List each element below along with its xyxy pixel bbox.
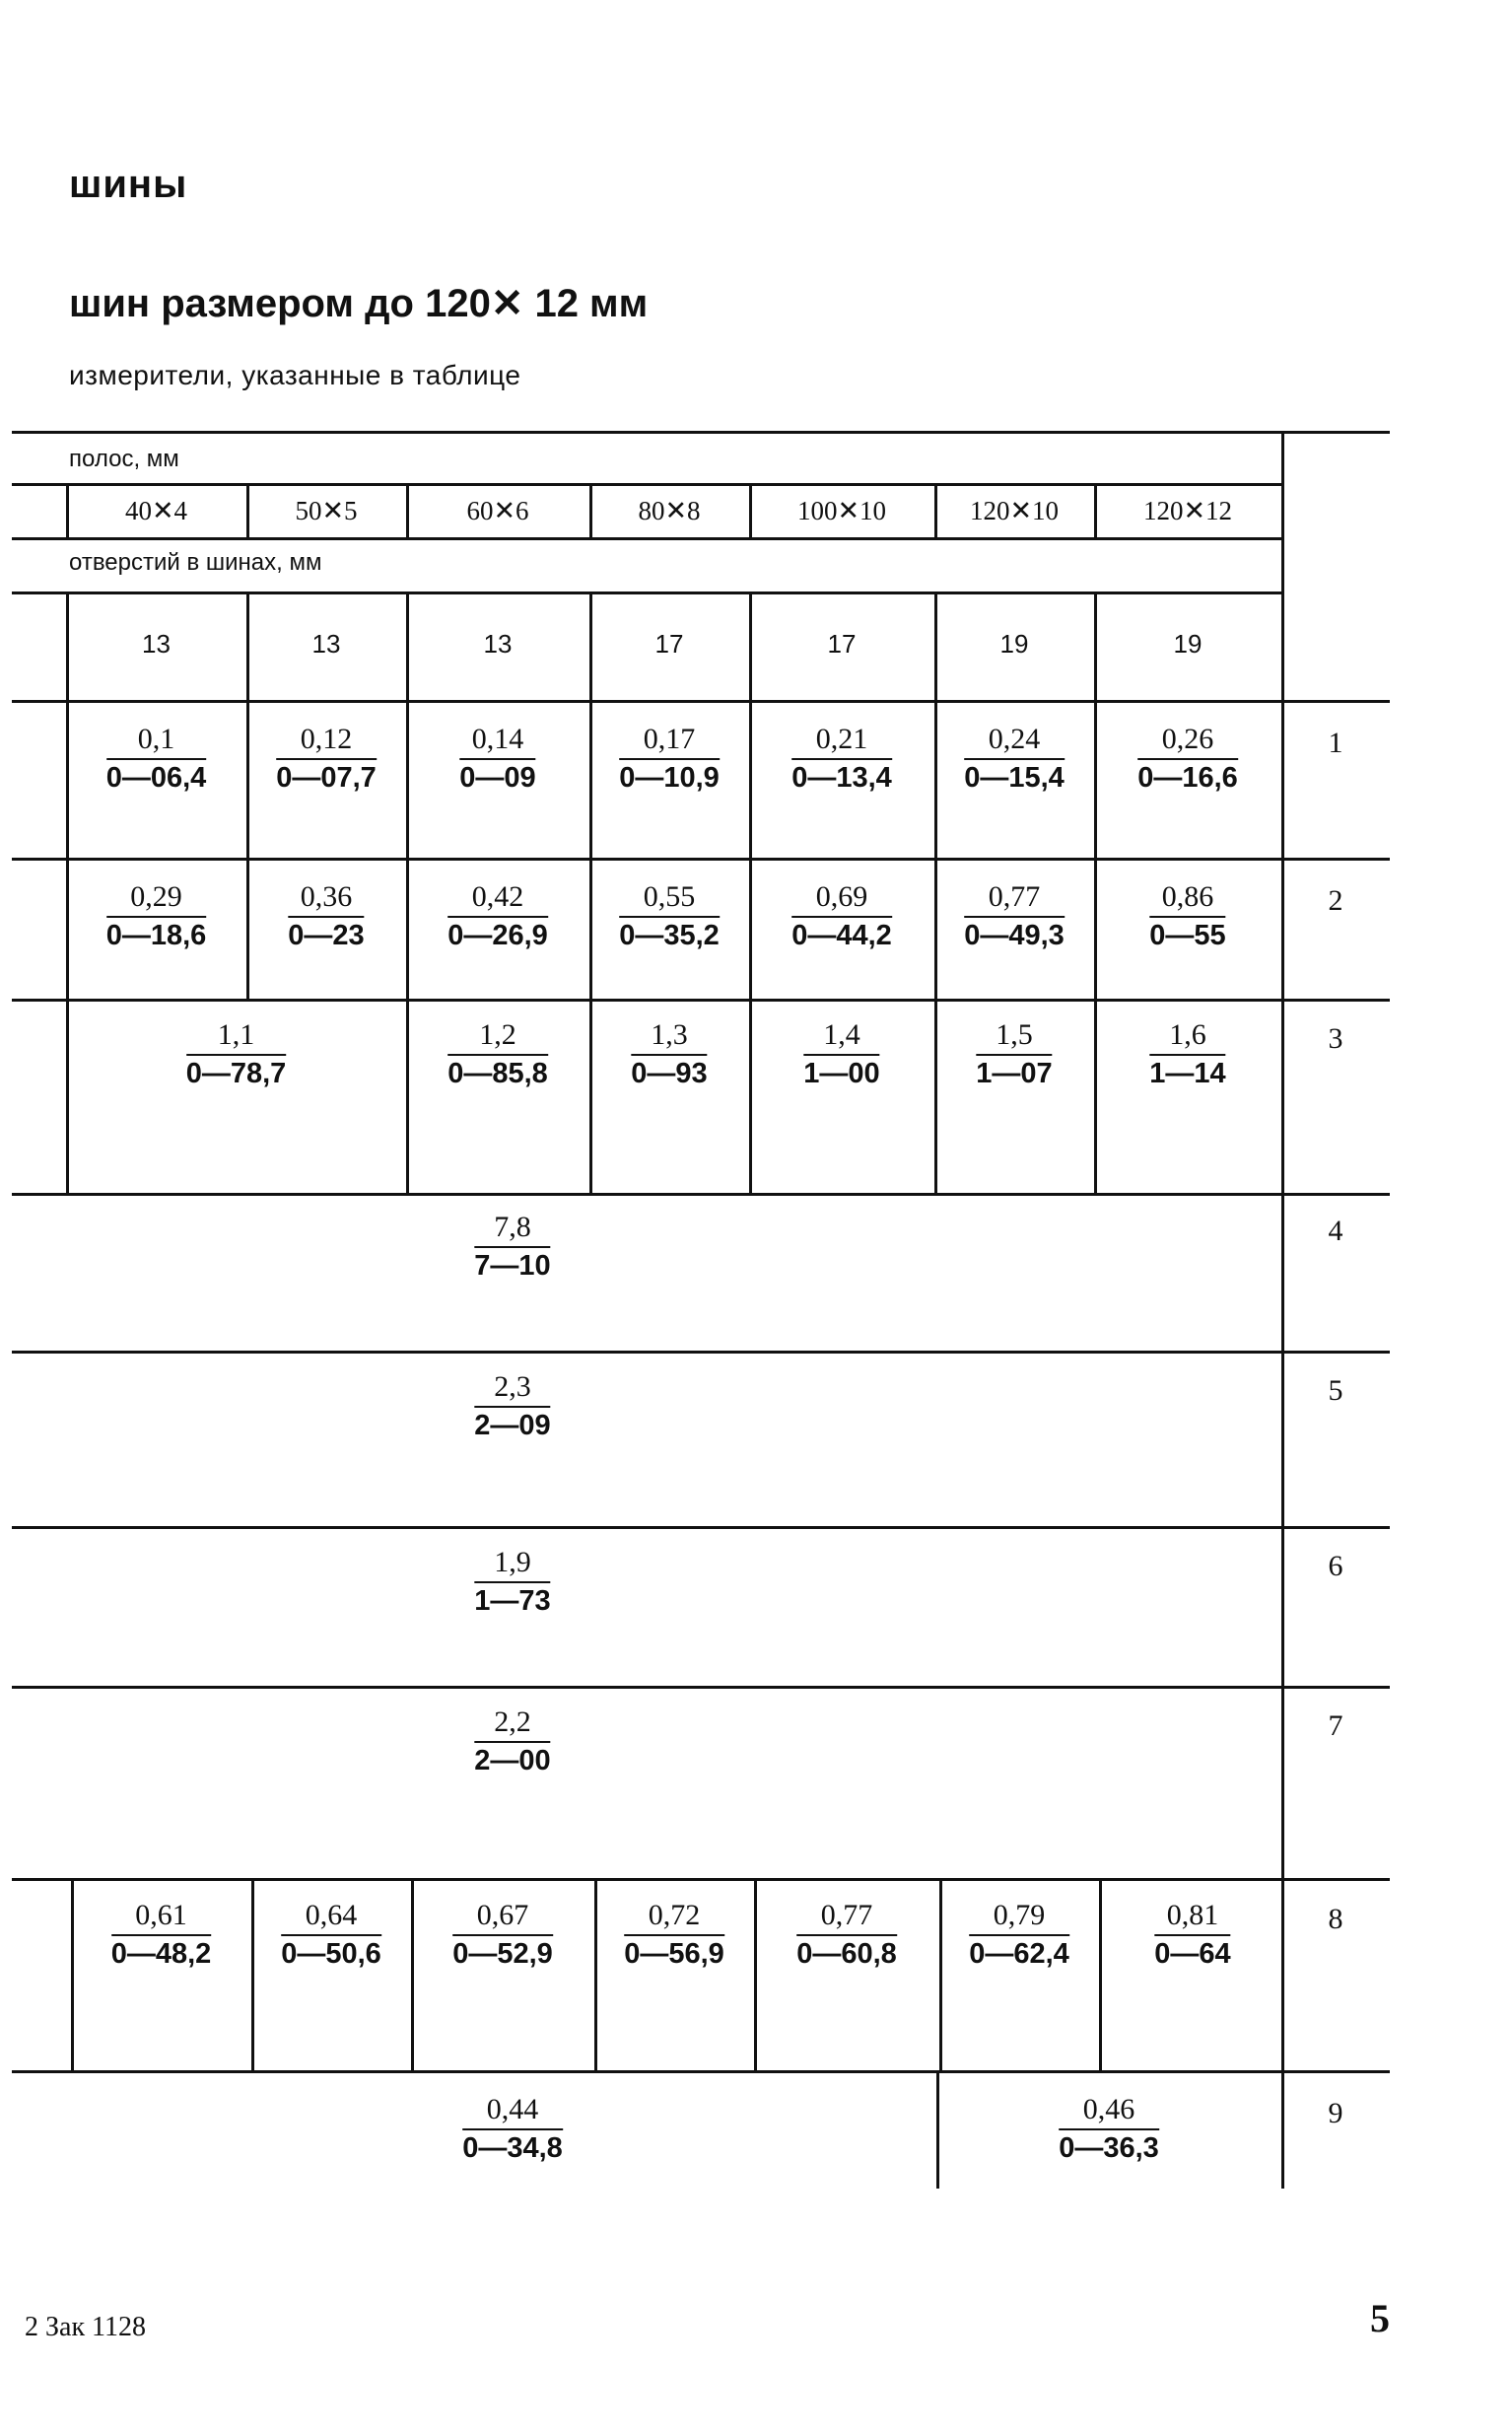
norm-fraction [106,725,207,793]
table-rule [12,1878,1390,1881]
hole-diameter-value: 17 [654,629,684,659]
cost-norm: 0—55 [1149,920,1226,951]
cost-norm: 0—93 [631,1058,708,1089]
page-number: 5 [1370,2296,1390,2340]
cost-norm: 2—09 [474,1410,551,1441]
norm-fraction [1149,1020,1225,1088]
strip-size-header: 40✕4 [124,496,188,525]
norm-fraction [474,1213,550,1281]
labor-norm: 0,17 [619,725,720,760]
norm-fraction [803,1020,879,1088]
norm-fraction [619,882,720,950]
footer-order-number: 2 Зак 1128 [25,2312,147,2342]
cost-norm: 0—78,7 [185,1058,287,1089]
table-rule [12,700,1390,703]
cost-norm: 1—00 [803,1058,880,1089]
table-rule [589,999,592,1193]
norm-fraction [1137,725,1238,793]
cost-norm: 1—73 [474,1585,551,1617]
row-number: 4 [1328,1215,1343,1247]
labor-norm: 0,55 [619,882,720,918]
table-rule [251,1878,254,2070]
norm-fraction [1149,882,1225,950]
hole-diameter-value: 19 [1173,629,1203,659]
table-rule [66,999,69,1193]
norm-fraction [474,1548,550,1616]
table-caption: измерители, указанные в таблице [69,360,521,390]
labor-norm: 0,44 [462,2095,563,2130]
labor-norm: 0,46 [1059,2095,1159,2130]
labor-norm: 0,77 [796,1901,897,1936]
norm-fraction [447,1020,548,1088]
cost-norm: 2—00 [474,1745,551,1776]
labor-norm: 1,1 [186,1020,287,1056]
table-rule [749,999,752,1193]
cost-norm: 0—44,2 [791,920,892,951]
hole-diameter-value: 13 [483,629,513,659]
table-rule [594,1878,597,2070]
table-rule [1094,999,1097,1193]
table-rule [411,1878,414,2070]
cost-norm: 0—60,8 [796,1938,897,1970]
page-heading: шины [69,163,188,206]
table-rule [12,1686,1390,1689]
labor-norm: 0,61 [111,1901,212,1936]
cost-norm: 0—34,8 [462,2132,563,2164]
labor-norm: 0,81 [1154,1901,1230,1936]
table-rule [12,1526,1390,1529]
norm-fraction [276,725,377,793]
table-rule [12,483,1281,486]
row-number: 5 [1328,1374,1343,1407]
labor-norm: 1,3 [631,1020,707,1056]
row-number: 8 [1328,1903,1343,1935]
cost-norm: 0—49,3 [964,920,1065,951]
labor-norm: 0,26 [1137,725,1238,760]
hole-diameter-value: 13 [311,629,341,659]
norm-fraction [452,1901,553,1969]
cost-norm: 0—10,9 [619,762,720,794]
labor-norm: 0,67 [452,1901,553,1936]
cost-norm: 0—52,9 [452,1938,553,1970]
labor-norm: 0,64 [281,1901,381,1936]
norm-fraction [796,1901,897,1969]
labor-norm: 2,2 [474,1707,550,1743]
norm-fraction [462,2095,563,2163]
labor-norm: 1,4 [803,1020,879,1056]
cost-norm: 0—64 [1154,1938,1231,1970]
strip-size-header: 120✕12 [1142,496,1233,525]
table-subheading: шин размером до 120✕ 12 мм [69,282,649,325]
hole-diameter-value: 17 [827,629,857,659]
row-number: 7 [1328,1709,1343,1742]
strip-size-header: 60✕6 [466,496,529,525]
norm-fraction [281,1901,381,1969]
cost-norm: 0—07,7 [276,762,377,794]
table-rule [754,1878,757,2070]
norm-fraction [1059,2095,1159,2163]
cost-norm: 0—48,2 [110,1938,212,1970]
norm-fraction [964,882,1065,950]
labor-norm: 0,77 [964,882,1065,918]
norm-fraction [106,882,207,950]
norm-fraction [791,725,892,793]
labor-norm: 0,21 [791,725,892,760]
cost-norm: 0—50,6 [281,1938,381,1970]
row-number: 2 [1328,884,1343,917]
strip-size-label: полос, мм [69,446,179,472]
norm-fraction [976,1020,1052,1088]
cost-norm: 0—62,4 [969,1938,1069,1970]
table-rule [12,1193,1390,1196]
norm-fraction [619,725,720,793]
strip-size-header: 120✕10 [969,496,1060,525]
table-rule [939,1878,942,2070]
labor-norm: 1,5 [976,1020,1052,1056]
norm-fraction [624,1901,724,1969]
norm-fraction [459,725,535,793]
cost-norm: 0—16,6 [1137,762,1238,794]
cost-norm: 7—10 [474,1250,551,1282]
strip-size-header: 80✕8 [638,496,701,525]
labor-norm: 0,69 [791,882,892,918]
cost-norm: 0—06,4 [105,762,207,794]
labor-norm: 0,29 [106,882,207,918]
hole-diameter-value: 13 [142,629,171,659]
norm-fraction [474,1372,550,1440]
table-rule [12,1351,1390,1354]
table-rule [12,2070,1390,2073]
norm-fraction [964,725,1065,793]
labor-norm: 0,86 [1149,882,1225,918]
cost-norm: 0—18,6 [105,920,207,951]
strip-size-header: 100✕10 [796,496,887,525]
norm-fraction [111,1901,212,1969]
strip-size-header: 50✕5 [295,496,358,525]
norm-fraction [1154,1901,1230,1969]
table-rule [1099,1878,1102,2070]
table-rule [12,431,1390,434]
table-rule [12,537,1281,540]
row-number: 1 [1328,727,1343,759]
table-rule [934,999,937,1193]
cost-norm: 0—13,4 [791,762,892,794]
cost-norm: 0—56,9 [624,1938,724,1970]
labor-norm: 7,8 [474,1213,550,1248]
labor-norm: 2,3 [474,1372,550,1408]
table-rule [12,858,1390,861]
norm-fraction [631,1020,707,1088]
table-rule [12,592,1281,594]
table-rule [936,2070,939,2189]
norm-fraction [447,882,548,950]
cost-norm: 0—35,2 [619,920,720,951]
labor-norm: 0,36 [288,882,364,918]
cost-norm: 1—07 [976,1058,1053,1089]
labor-norm: 1,6 [1149,1020,1225,1056]
table-rule [71,1878,74,2070]
norm-fraction [288,882,364,950]
cost-norm: 0—85,8 [447,1058,548,1089]
table-rule [1281,431,1284,2189]
row-number: 3 [1328,1022,1343,1055]
hole-diameter-value: 19 [999,629,1029,659]
labor-norm: 0,79 [969,1901,1069,1936]
hole-diameter-label: отверстий в шинах, мм [69,549,322,576]
labor-norm: 0,1 [106,725,207,760]
labor-norm: 0,24 [964,725,1065,760]
cost-norm: 0—15,4 [964,762,1065,794]
row-number: 9 [1328,2097,1343,2129]
cost-norm: 0—23 [288,920,365,951]
table-rule [12,999,1390,1002]
labor-norm: 0,12 [276,725,377,760]
cost-norm: 0—09 [459,762,536,794]
cost-norm: 0—36,3 [1059,2132,1159,2164]
row-number: 6 [1328,1550,1343,1582]
norm-fraction [969,1901,1069,1969]
labor-norm: 0,14 [459,725,535,760]
norm-fraction [474,1707,550,1775]
cost-norm: 1—14 [1149,1058,1226,1089]
labor-norm: 0,72 [624,1901,724,1936]
labor-norm: 1,2 [447,1020,548,1056]
labor-norm: 0,42 [447,882,548,918]
table-rule [406,999,409,1193]
labor-norm: 1,9 [474,1548,550,1583]
norm-fraction [791,882,892,950]
norm-fraction [186,1020,287,1088]
cost-norm: 0—26,9 [447,920,548,951]
